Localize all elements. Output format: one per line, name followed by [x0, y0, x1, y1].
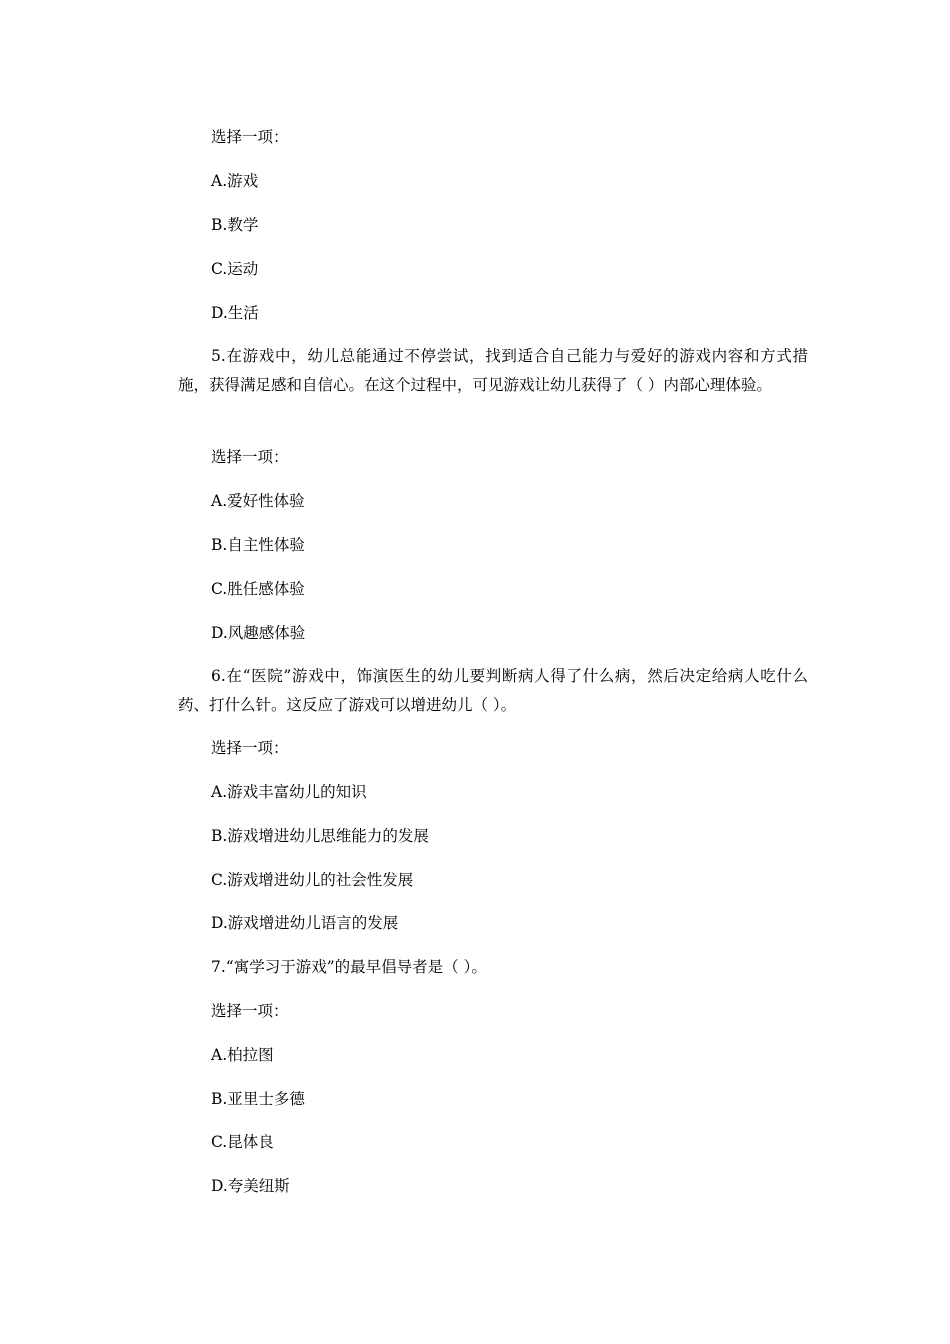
option-c: C.游戏增进幼儿的社会性发展: [211, 871, 414, 889]
option-c: C.运动: [211, 260, 259, 278]
question-5: 5.在游戏中，幼儿总能通过不停尝试，找到适合自己能力与爱好的游戏内容和方式措施，获得满足感和自信心。在这个过程中，可见游戏让幼儿获得了（ ）内部心理体验。: [178, 347, 808, 394]
select-prompt: 选择一项：: [211, 739, 289, 757]
option-b: B.游戏增进幼儿思维能力的发展: [211, 827, 429, 845]
option-d: D.生活: [211, 304, 259, 322]
question-7: 7.“寓学习于游戏”的最早倡导者是（ ）。: [211, 958, 487, 976]
option-d: D.夸美纽斯: [211, 1177, 290, 1195]
option-a: A.爱好性体验: [211, 492, 305, 510]
option-b: B.亚里士多德: [211, 1090, 305, 1108]
option-c: C.胜任感体验: [211, 580, 305, 598]
option-a: A.游戏丰富幼儿的知识: [211, 783, 367, 801]
option-c: C.昆体良: [211, 1133, 274, 1151]
option-b: B.自主性体验: [211, 536, 305, 554]
question-6: 6.在“医院”游戏中，饰演医生的幼儿要判断病人得了什么病，然后决定给病人吃什么药、打什么针。这反应了游戏可以增进幼儿（ ）。: [178, 667, 808, 714]
option-a: A.游戏: [211, 172, 259, 190]
select-prompt: 选择一项：: [211, 1002, 289, 1020]
select-prompt: 选择一项：: [211, 448, 289, 466]
option-b: B.教学: [211, 216, 259, 234]
option-a: A.柏拉图: [211, 1046, 274, 1064]
select-prompt: 选择一项：: [211, 128, 289, 146]
option-d: D.风趣感体验: [211, 624, 306, 642]
option-d: D.游戏增进幼儿语言的发展: [211, 914, 399, 932]
